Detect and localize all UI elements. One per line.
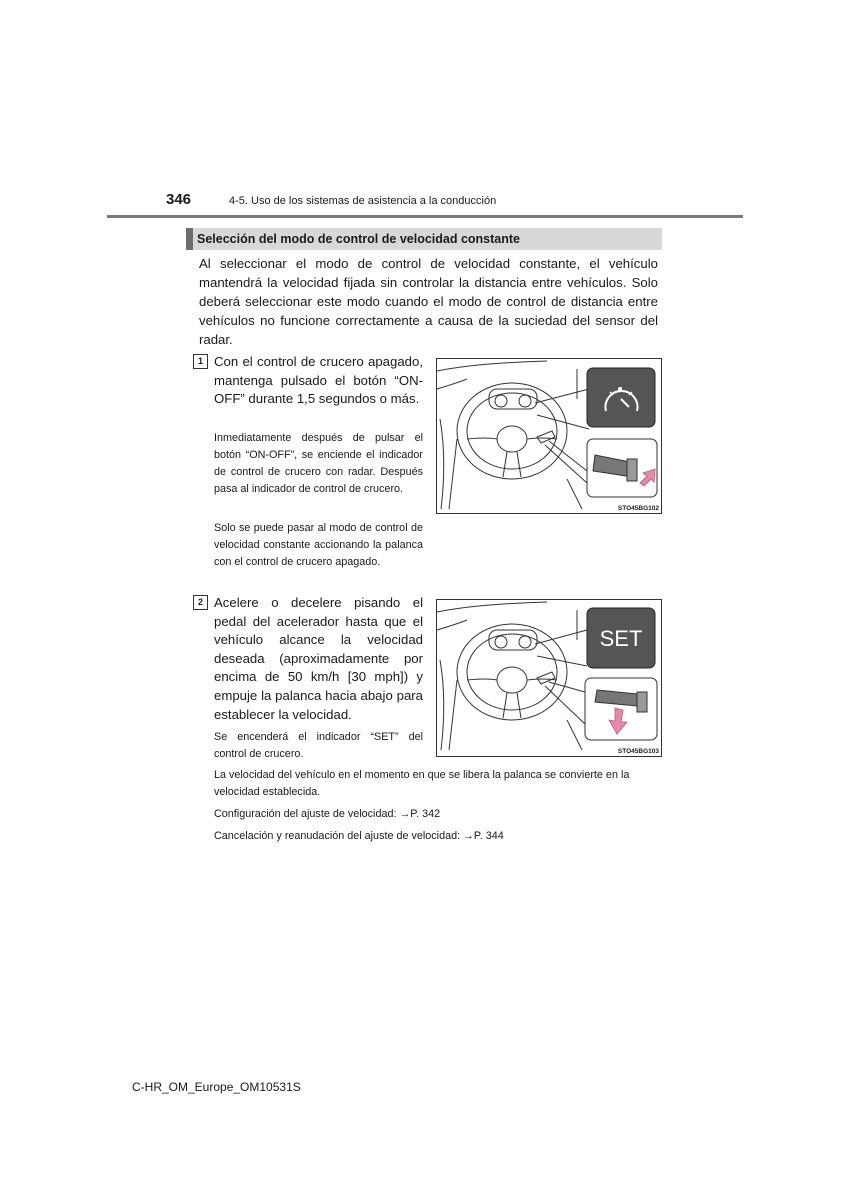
reference-cancel-resume: Cancelación y reanudación del ajuste de velocidad: →P. 344: [214, 830, 504, 842]
step-1-figure: [436, 358, 662, 514]
step-1-note-2: Solo se puede pasar al modo de control de velocidad constante accionando la palanca con el control de crucero apagado.: [214, 522, 423, 568]
step-2-figure: [436, 599, 662, 757]
figure-code-1: STO45BG102: [617, 505, 659, 512]
set-indicator-callout: [587, 608, 655, 668]
footer-code: C-HR_OM_Europe_OM10531S: [132, 1080, 301, 1094]
lever-closeup: [587, 439, 657, 497]
lever-closeup-2: [585, 678, 657, 740]
section-title: 4-5. Uso de los sistemas de asistencia a la conducción: [229, 195, 497, 207]
reference-speed-setting: Configuración del ajuste de velocidad: →P. 342: [214, 808, 441, 820]
header-divider: [107, 215, 743, 218]
figure-code-2: STO45BG103: [617, 748, 659, 755]
steering-wheel-illustration-2: [437, 600, 661, 756]
step-1-text: Con el control de crucero apagado, mantenga pulsado el botón “ON-OFF” durante 1,5 segundos o más.: [214, 354, 423, 407]
step-2-text: Acelere o decelere pisando el pedal del acelerador hasta que el vehículo alcance la velocidad deseada (aproximadamente por encima de 50 km/h [30 mph]) y empuje la palanca hacia abajo para establecer la velocidad.: [214, 595, 423, 722]
set-indicator-text: SET: [599, 626, 643, 651]
page-number: 346: [166, 191, 192, 208]
section-heading: Selección del modo de control de velocidad constante: [197, 232, 520, 246]
step-2-note-1: Se encenderá el indicador “SET” del control de crucero.: [214, 731, 423, 760]
section-heading-bar: [186, 228, 662, 250]
intro-paragraph: Al seleccionar el modo de control de velocidad constante, el vehículo mantendrá la velocidad fijada sin controlar la distancia entre vehículos. Solo deberá seleccionar este modo cuando el modo de control de distancia entre vehículos no funcione correctamente a causa de la suciedad del sensor del radar.: [199, 256, 658, 347]
step-1-note-1: Inmediatamente después de pulsar el botón “ON-OFF”, se enciende el indicador de control de crucero con radar. Después pasa al indicador de control de crucero.: [214, 432, 423, 495]
heading-accent: [186, 228, 193, 250]
steering-wheel-illustration: [437, 359, 661, 513]
step-2-number: 2: [193, 595, 208, 610]
step-1-number: 1: [193, 354, 208, 369]
cruise-speedometer-icon: [587, 368, 655, 427]
speed-set-note: La velocidad del vehículo en el momento en que se libera la palanca se convierte en la velocidad establecida.: [214, 769, 630, 798]
